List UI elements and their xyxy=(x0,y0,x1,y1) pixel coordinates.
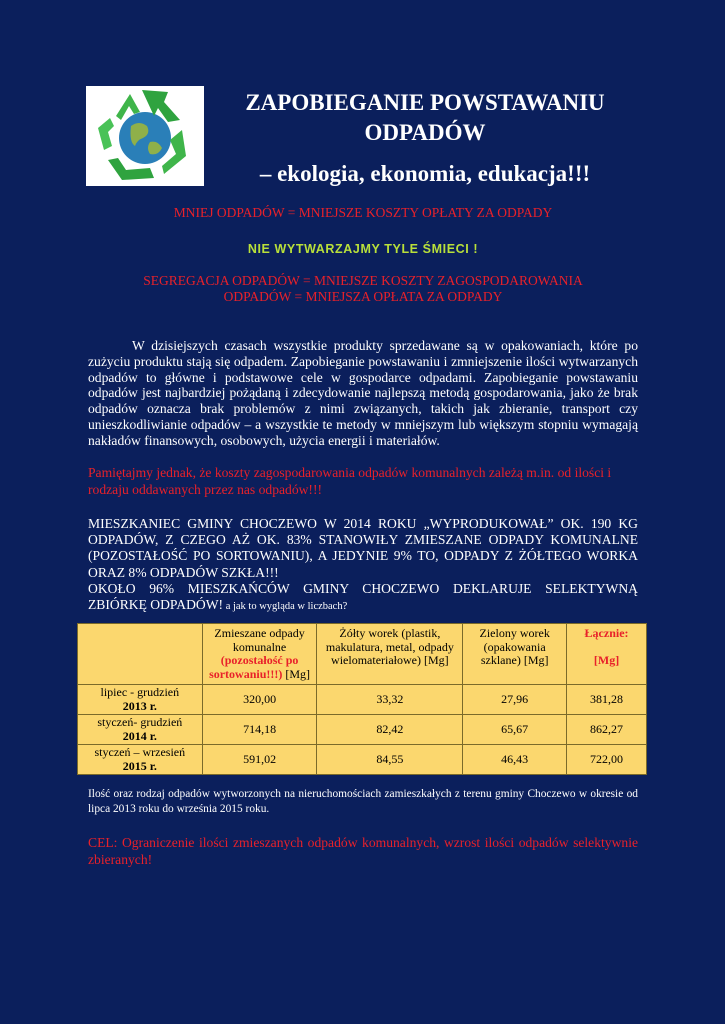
period-year: 2013 r. xyxy=(122,698,157,713)
table-header-total xyxy=(567,624,647,685)
facts-question: a jak to wygląda w liczbach? xyxy=(223,601,348,613)
row-period xyxy=(78,745,203,775)
header-mixed-label: Zmieszane odpady komunalne xyxy=(214,626,305,654)
table-row xyxy=(78,715,647,745)
recycling-globe-icon xyxy=(86,86,204,186)
facts-selective: OKOŁO 96% MIESZKAŃCÓW GMINY CHOCZEWO DEKLARUJE SELEKTYWNĄ ZBIÓRKĘ ODPADÓW! xyxy=(88,580,638,613)
period-label: styczeń – wrzesień xyxy=(94,745,186,759)
table-row xyxy=(78,745,647,775)
header-total-label: Łącznie: xyxy=(584,626,629,640)
row-period xyxy=(78,715,203,745)
intro-paragraph xyxy=(88,338,638,449)
cell-yellow: 82,42 xyxy=(317,715,463,745)
cell-total: 722,00 xyxy=(567,745,647,775)
intro-paragraph-text: W dzisiejszych czasach wszystkie produkty sprzedawane są w opakowaniach, które po zużyciu produktu stają się odpadem. Zapobieganie powstawaniu i zmniejszenie ilości wytwarzanych odpadów to główne i podstawowe cele w gospodarce odpadami. Zapobieganie powstawaniu odpadów jest najbardziej pożądaną i zdecydowanie najlepszą metodą gospodarowania, jako że brak odpadów oznacza brak problemów z nimi związanych, takich jak zbieranie, transport czy unieszkodliwianie odpadów – a wszystkie te metody w mniejszym lub większym stopniu wymagają nakładów finansowych, osobowych, użycia energii i materiałów. xyxy=(88,338,638,448)
facts-block xyxy=(88,516,638,615)
period-year: 2014 r. xyxy=(122,728,157,743)
cell-total: 381,28 xyxy=(567,685,647,715)
cell-total: 862,27 xyxy=(567,715,647,745)
waste-table xyxy=(77,623,647,775)
table-header-row xyxy=(78,624,647,685)
facts-2014: MIESZKANIEC GMINY CHOCZEWO W 2014 ROKU „WYPRODUKOWAŁ” OK. 190 KG ODPADÓW, Z CZEGO AŻ OK. 83% STANOWIŁY ZMIESZANE ODPADY KOMUNALNE (POZOSTAŁOŚĆ PO SORTOWANIU), A JEDYNIE 9% TO, ODPADY Z ŻÓŁTEGO WORKA ORAZ 8% ODPADÓW SZKŁA!!! xyxy=(88,516,638,580)
period-year: 2015 r. xyxy=(122,758,157,773)
cell-green: 46,43 xyxy=(463,745,567,775)
table-caption: Ilość oraz rodzaj odpadów wytworzonych na nieruchomościach zamieszkałych z terenu gminy Choczewo w okresie od lipca 2013 roku do września 2015 roku. xyxy=(88,788,638,815)
header-total-unit: [Mg] xyxy=(593,653,620,667)
page-title: ZAPOBIEGANIE POWSTAWANIU ODPADÓW xyxy=(245,90,605,145)
table-header-empty xyxy=(78,624,203,685)
cell-mixed: 320,00 xyxy=(202,685,317,715)
period-label: styczeń- grudzień xyxy=(97,715,183,729)
slogan-less-waste: MNIEJ ODPADÓW = MNIEJSZE KOSZTY OPŁATY ZA ODPADY xyxy=(173,205,553,220)
cell-yellow: 84,55 xyxy=(317,745,463,775)
page-subtitle: – ekologia, ekonomia, edukacja!!! xyxy=(259,161,591,186)
header-mixed-note: (pozostałość po sortowaniu!!!) xyxy=(209,653,299,681)
cell-green: 27,96 xyxy=(463,685,567,715)
slogan-no-trash: NIE WYTWARZAJMY TYLE ŚMIECI ! xyxy=(247,242,479,256)
header-mixed-unit: [Mg] xyxy=(282,666,311,681)
goal-statement: CEL: Ograniczenie ilości zmieszanych odpadów komunalnych, wzrost ilości odpadów selektywnie zbieranych! xyxy=(88,835,638,867)
cell-green: 65,67 xyxy=(463,715,567,745)
table-header-yellow: Żółty worek (plastik, makulatura, metal, odpady wielomateriałowe) [Mg] xyxy=(317,624,463,685)
period-label: lipiec - grudzień xyxy=(100,685,180,699)
cell-yellow: 33,32 xyxy=(317,685,463,715)
cell-mixed: 591,02 xyxy=(202,745,317,775)
slogan-segregation-line1: SEGREGACJA ODPADÓW = MNIEJSZE KOSZTY ZAGOSPODAROWANIA xyxy=(143,273,583,288)
row-period xyxy=(78,685,203,715)
cell-mixed: 714,18 xyxy=(202,715,317,745)
table-header-green: Zielony worek (opakowania szklane) [Mg] xyxy=(463,624,567,685)
cost-warning: Pamiętajmy jednak, że koszty zagospodarowania odpadów komunalnych zależą m.in. od ilości i rodzaju oddawanych przez nas odpadów!!! xyxy=(88,465,612,497)
table-header-mixed xyxy=(202,624,317,685)
slogan-segregation-line2: ODPADÓW = MNIEJSZA OPŁATA ZA ODPADY xyxy=(223,289,503,304)
table-row xyxy=(78,685,647,715)
